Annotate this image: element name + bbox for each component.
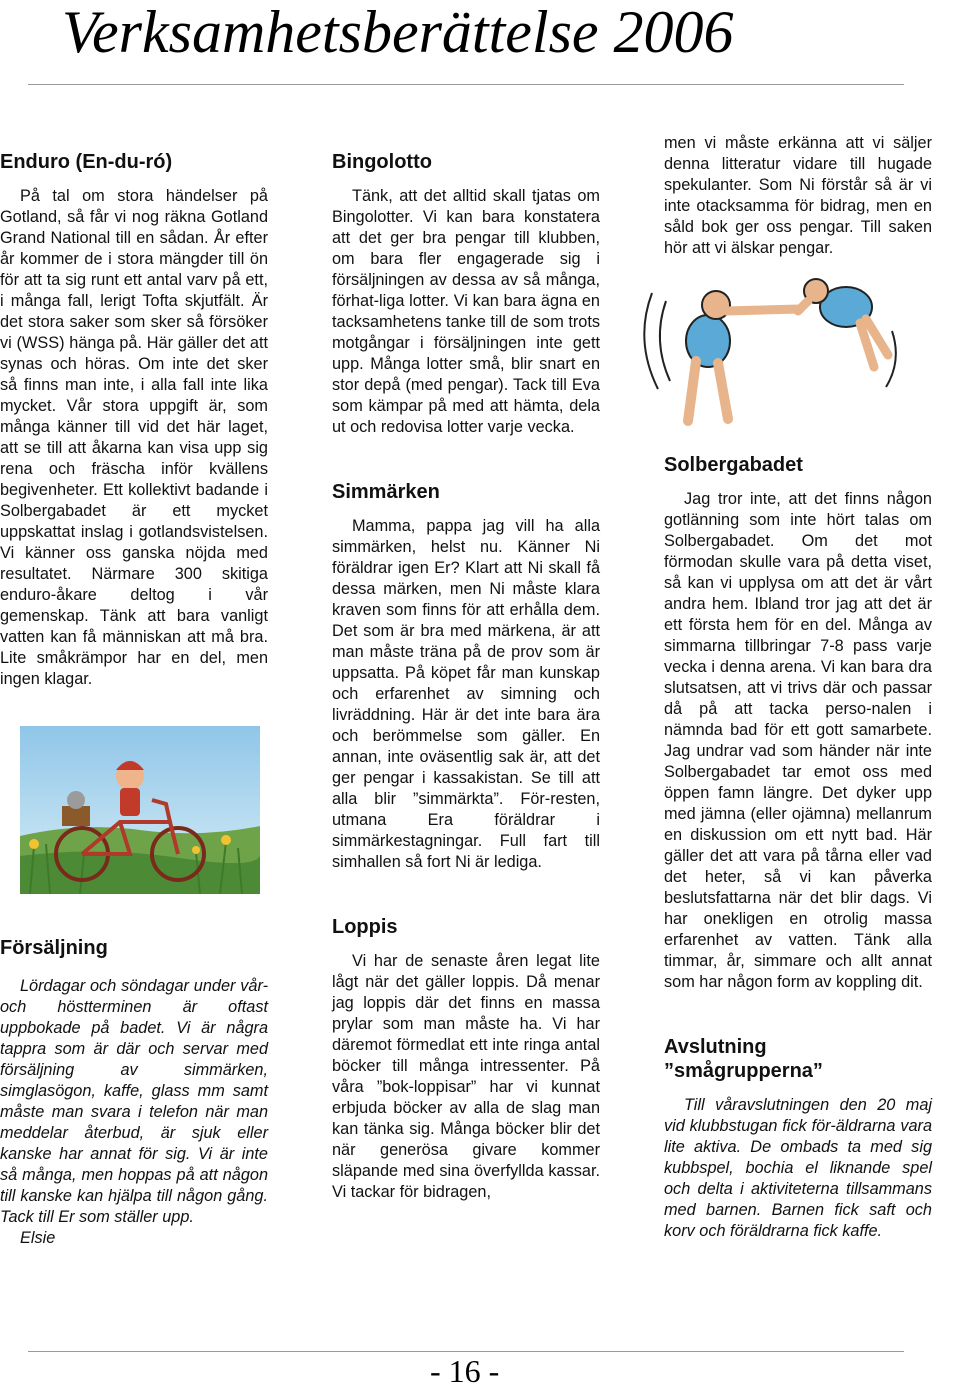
section-body-forsaljning: Lördagar och söndagar under vår- och höstterminen är oftast uppbokade på badet. Vi är några tappra som är där och servar med försäljning av simmärken, simglasögon, kaffe, glass mm samt måste man svara i telefon när man meddelar återbud, är sjuk eller kanske har annat för sig. Vi är inte så många, men hoppas på att någon till kanske kan hjälpa till någon gång. Tack till Er som ställer upp. — [0, 977, 268, 1226]
section-body-solbergabadet: Jag tror inte, att det finns någon gotlänning som inte hört talas om Solbergabadet. Om det mot förmodan skulle vara på detta viset, så kan vi upplysa om att det är vårt andra hem. Ibland tror jag att det är ett första hem för en del. Många av simmarna tillbringar 7-8 pass varje vecka i denna arena. Vi kan bara dra slutsatsen, att vi trivs där och passar då på att tacka perso-nalen i nämnda bad för ett gott samarbete. Jag undrar vad som händer när inte Solbergabadet tar emot oss med öppen famn längre. Det dyker upp med jämna (eller ojämna) mellanrum en diskussion om ett nytt bad. Här gäller det att vara på tårna eller vad det heter, så vi kan påverka beslutsfattarna när det blir dags. Vi har onekligen en otrolig massa erfarenhet av vatten. Tänk alla timmar, år, simmare och allt annat som har någon form av koppling dit. — [664, 490, 932, 991]
section-heading-loppis: Loppis — [332, 916, 398, 938]
section-heading-simmarken: Simmärken — [332, 481, 440, 503]
section-body-enduro: På tal om stora händelser på Gotland, så får vi nog räkna Gotland Grand National till en sådan. År efter år kommer de i stora mängder till ön för att ta sig runt ett antal varv på ett, i många fall, lerigt Tofta skjutfält. Är det stora saker som sker så försöker vi (WSS) hänga på. Här gäller det att synas och höras. Om inte det sker så finns man inte, i alla fall inte lika mycket. Vår stora uppgift är, som många känner till vid det här laget, att se till att åkarna kan visa upp sig rena och fräscha inför kvällens begivenheter. Ett kollektivt badande i Solbergabadet är ett mycket uppskattat inslag i gotlandsvistelsen. Vi känner oss ganska nöjda med resultatet. Närmare 300 skitiga enduro-åkare deltog i vår gemenskap. Tänk att bara vanligt vatten kan få människan att må bra. Lite småkrämpor har en del, men ingen klagar. — [0, 187, 268, 688]
section-body-simmarken: Mamma, pappa jag vill ha alla simmärken, helst nu. Känner Ni föräldrar igen Er? Klart att Ni skall få dessa märken, men Ni måste klara kraven som finns för att erhålla dem. Det som är bra med märkena, är att man måste träna på de prov som är uppsatta. På köpet får man kunskap och erfarenhet av simning och livräddning. Här är det inte bara ära och berömmelse som gäller. En annan, inte oväsentlig sak är, att det ger pengar i kassakistan. Se till att alla blir ”simmärkta”. För-resten, utmana Era föräldrar i simmärkestagningar. Full fart till simhallen så fort Ni är lediga. — [332, 517, 600, 871]
section-heading-bingolotto: Bingolotto — [332, 151, 432, 173]
column-right — [664, 133, 932, 1242]
diving-swimmers-illustration — [630, 271, 906, 431]
header-rule — [28, 84, 904, 85]
page-title: Verksamhetsberättelse 2006 — [62, 0, 734, 65]
page-number: - 16 - — [430, 1353, 500, 1389]
signature: Elsie — [20, 1229, 56, 1247]
section-heading-solbergabadet: Solbergabadet — [664, 454, 803, 476]
section-heading-avslutning: Avslutning ”smågruppernа” — [664, 1036, 823, 1082]
cyclist-girl-illustration — [20, 726, 260, 894]
column-left — [0, 150, 268, 1249]
section-heading-enduro: Enduro (En-du-ró) — [0, 151, 173, 173]
column-middle — [332, 150, 600, 1203]
section-body-bingolotto: Tänk, att det alltid skall tjatas om Bingolotter. Vi kan bara konstatera att det ger bra pengar till klubben, om bara fler engagerade sig i försäljningen av dessa av så många, förhat-liga lotter. Vi kan bara ägna en tacksamhetens tanke till de som trots motgångar i försäljningen inte gett upp. Många lotter små, blir snart en stor depå (med pengar). Tack till Eva som kämpar på med att hämta, dela ut och redovisa lotter varje vecka. — [332, 187, 600, 436]
section-body-loppis: Vi har de senaste åren legat lite lågt när det gäller loppis. Då menar jag loppis där det finns en massa prylar som man måste ha. Vi har däremot förmedlat ett inte ringa antal böcker till många intressenter. På våra ”bok-loppisar” har vi kunnat erbjuda böcker av alla de slag man kan tänka sig. Många böcker blir det när generösa givare kommer släpande med sina överfyllda kassar. Vi tackar för bidragen, — [332, 952, 600, 1201]
section-body-loppis-continued: men vi måste erkänna att vi säljer denna litteratur vidare till hugade spekulanter. Som Ni förstår så är vi inte otacksamma för bidrag, men en såld bok ger oss pengar. Till saken hör att vi älskar pengar. — [664, 134, 932, 257]
section-heading-forsaljning: Försäljning — [0, 937, 108, 959]
section-body-avslutning: Till våravslutningen den 20 maj vid klubbstugan fick för-äldrarna vara lite aktiva. De ombads ta med sig kubbspel, bochia el liknande spel och delta i aktiviteterna tillsammans med barnen. Barnen fick saft och korv och föräldrarna fick kaffe. — [664, 1096, 932, 1240]
